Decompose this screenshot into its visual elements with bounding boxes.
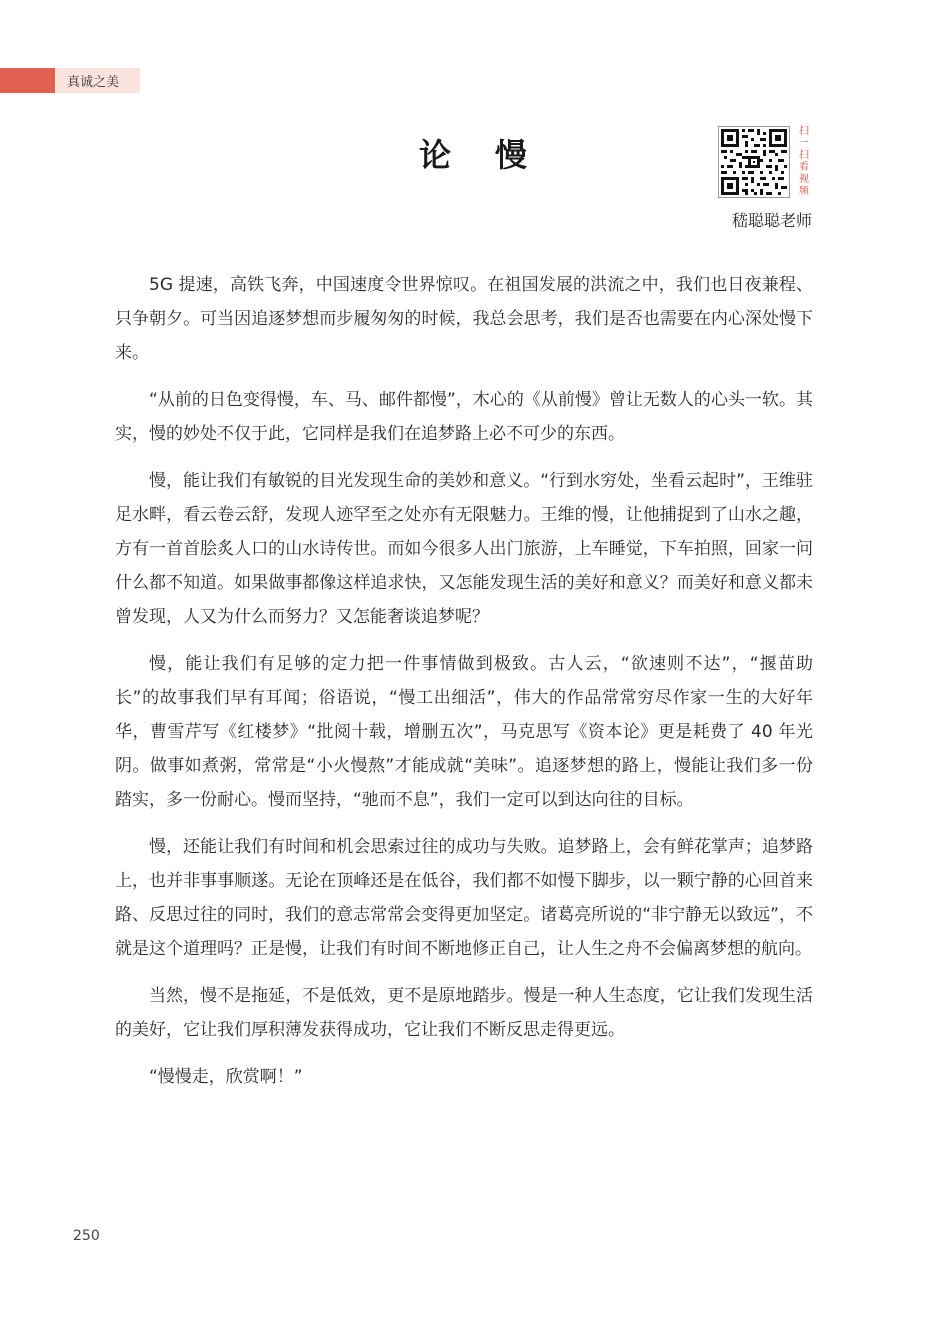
scan-char: 视 <box>799 174 809 185</box>
paragraph: “从前的日色变得慢，车、马、邮件都慢”，木心的《从前慢》曾让无数人的心头一软。其实，慢的妙处不仅于此，它同样是我们在追梦路上必不可少的东西。 <box>115 390 813 444</box>
author-name: 嵇聪聪老师 <box>731 211 812 230</box>
section-header <box>0 68 140 93</box>
qr-code-icon[interactable] <box>718 126 790 198</box>
paragraph: 慢，还能让我们有时间和机会思索过往的成功与失败。追梦路上，会有鲜花掌声；追梦路上，也并非事事顺遂。无论在顶峰还是在低谷，我们都不如慢下脚步，以一颗宁静的心回首来路、反思过往的同时，我们的意志常常会变得更加坚定。诸葛亮所说的“非宁静无以致远”，不就是这个道理吗？正是慢，让我们有时间不断地修正自己，让人生之舟不会偏离梦想的航向。 <box>115 837 813 959</box>
scan-char: 扫 <box>799 126 809 137</box>
paragraph: 慢，能让我们有足够的定力把一件事情做到极致。古人云，“欲速则不达”，“揠苗助长”的故事我们早有耳闻；俗语说，“慢工出细活”，伟大的作品常常穷尽作家一生的大好年华，曹雪芹写《红楼梦》“批阅十载，增删五次”，马克思写《资本论》更是耗费了 40 年光阴。做事如煮粥，常常是“小火慢熬”才能成就“美味”。追逐梦想的路上，慢能让我们多一份踏实，多一份耐心。慢而坚持，“驰而不息”，我们一定可以到达向往的目标。 <box>115 654 813 810</box>
page-number: 250 <box>73 1228 100 1244</box>
section-header-accent <box>0 68 55 93</box>
paragraph: 5G 提速，高铁飞奔，中国速度令世界惊叹。在祖国发展的洪流之中，我们也日夜兼程、只争朝夕。可当因追逐梦想而步履匆匆的时候，我总会思考，我们是否也需要在内心深处慢下来。 <box>115 275 813 363</box>
scan-char: 扫 <box>799 150 809 161</box>
scan-char: 一 <box>799 138 809 149</box>
section-header-label: 真诚之美 <box>55 68 140 93</box>
paragraph: 慢，能让我们有敏锐的目光发现生命的美妙和意义。“行到水穷处，坐看云起时”，王维驻足水畔，看云卷云舒，发现人迹罕至之处亦有无限魅力。王维的慢，让他捕捉到了山水之趣，方有一首首脍炙人口的山水诗传世。而如今很多人出门旅游，上车睡觉，下车拍照，回家一问什么都不知道。如果做事都像这样追求快，又怎能发现生活的美好和意义？而美好和意义都未曾发现，人又为什么而努力？又怎能奢谈追梦呢？ <box>115 471 813 627</box>
article-body <box>115 268 813 1107</box>
paragraph: “慢慢走，欣赏啊！” <box>149 1067 303 1087</box>
scan-char: 看 <box>799 162 809 173</box>
article-title: 论慢 <box>418 136 571 174</box>
scan-prompt <box>797 126 811 198</box>
paragraph: 当然，慢不是拖延，不是低效，更不是原地踏步。慢是一种人生态度，它让我们发现生活的美好，它让我们厚积薄发获得成功，它让我们不断反思走得更远。 <box>115 986 813 1040</box>
scan-char: 频 <box>799 186 809 197</box>
